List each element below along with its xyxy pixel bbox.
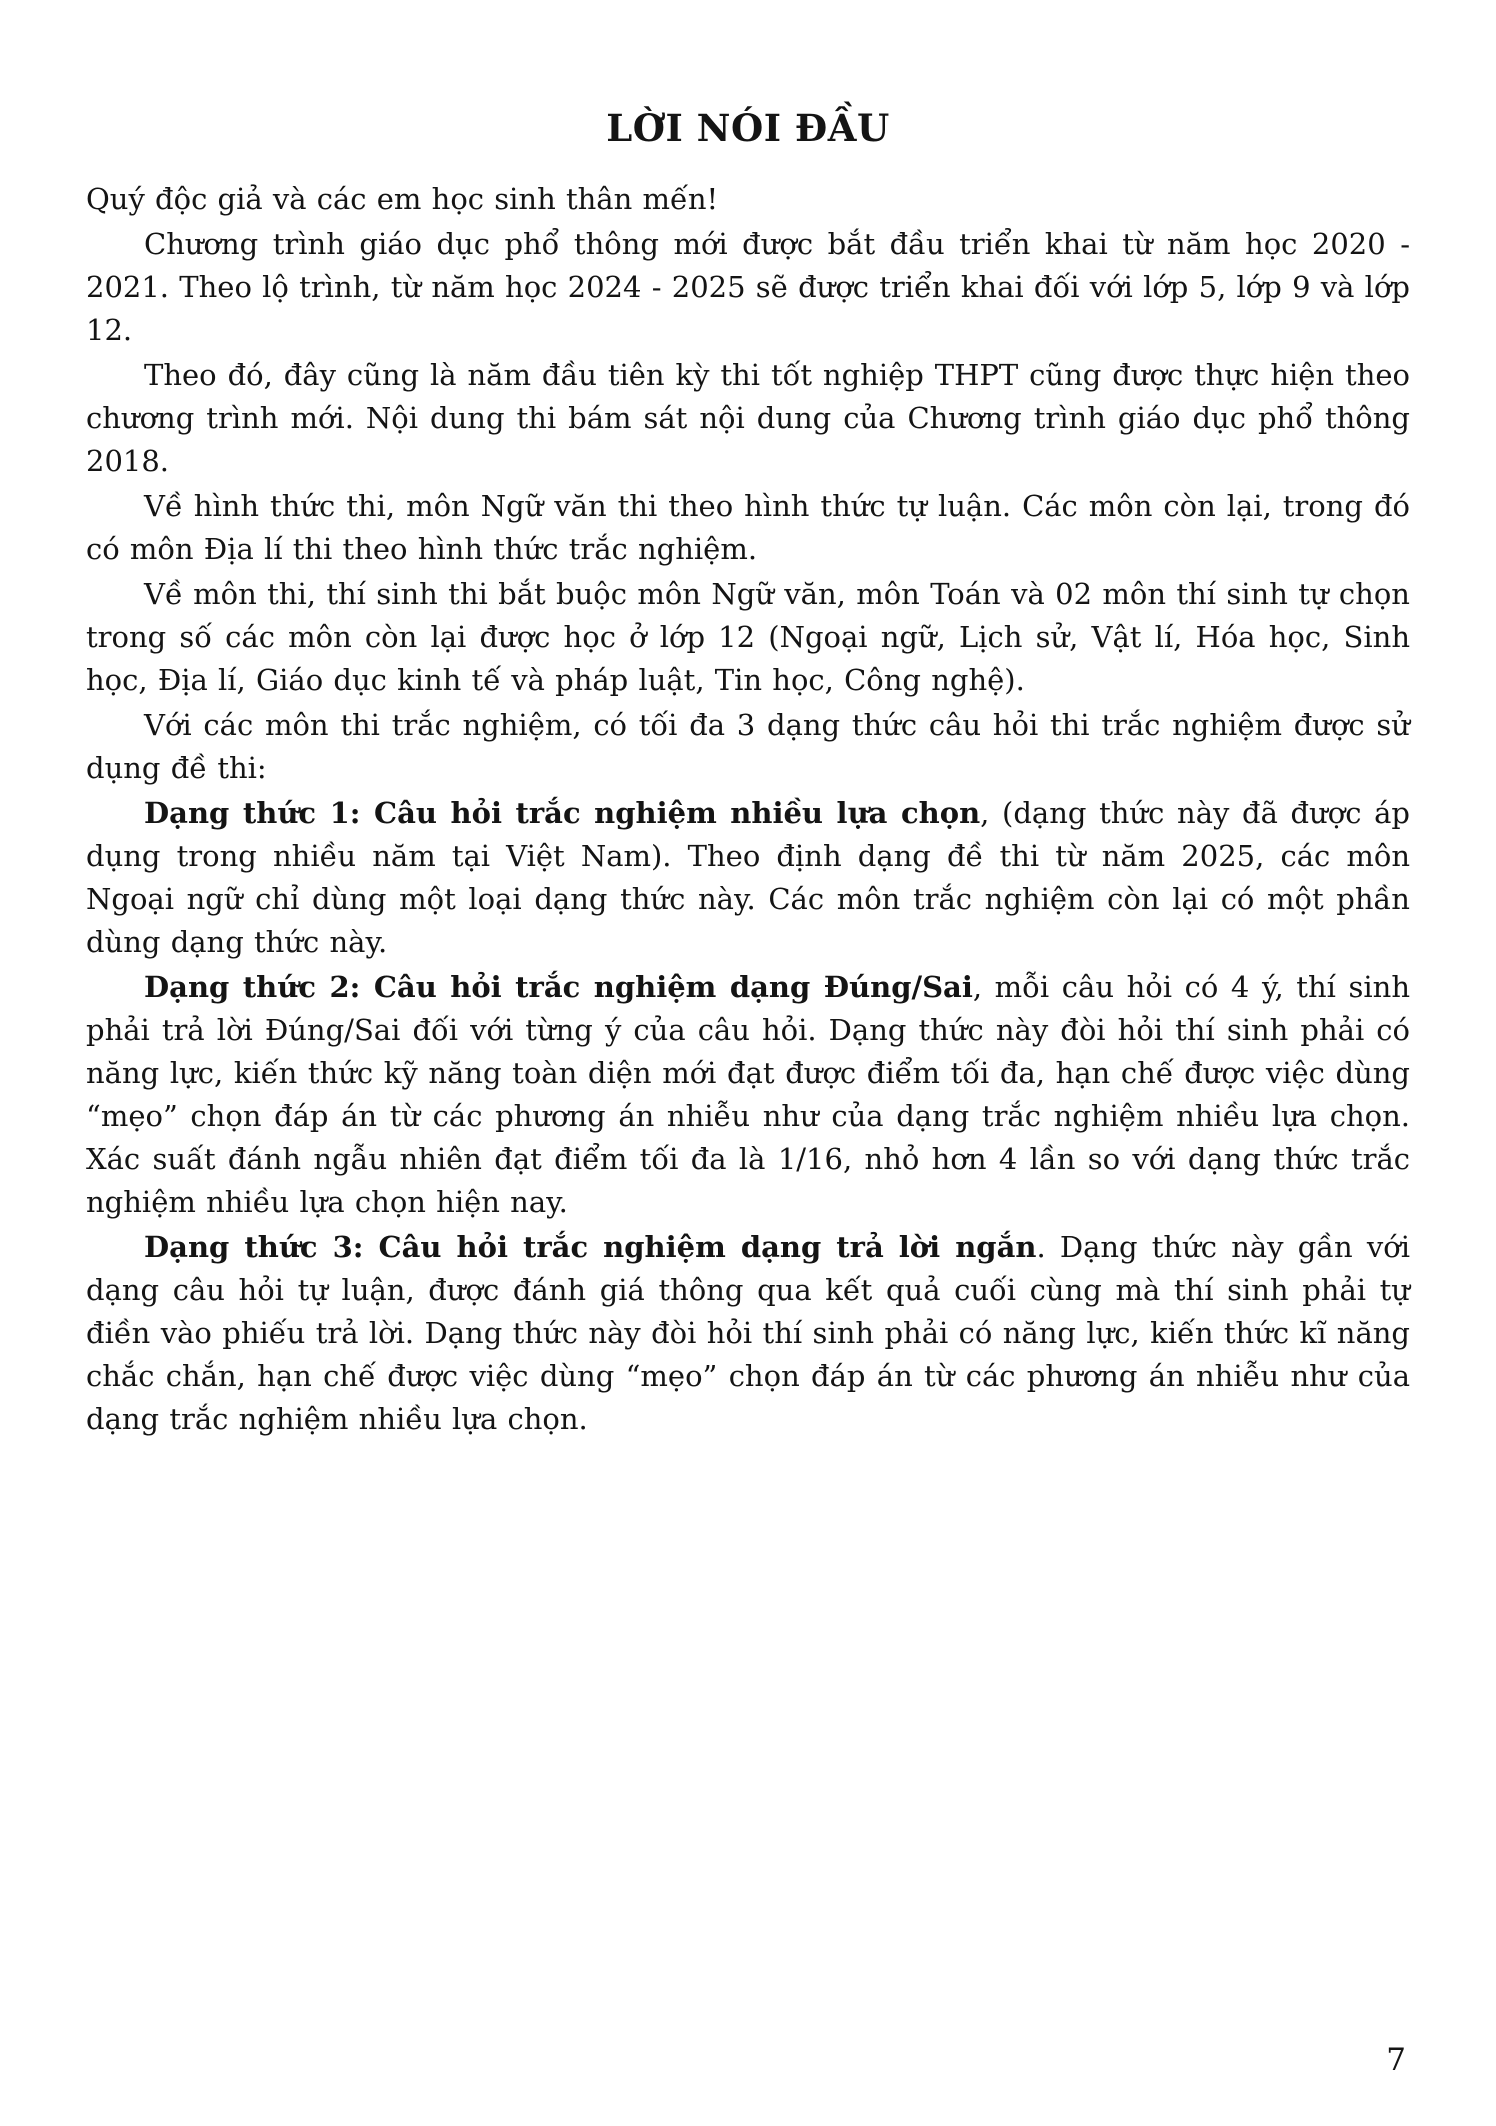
paragraph-text: Theo đó, đây cũng là năm đầu tiên kỳ thi tốt nghiệp THPT cũng được thực hiện theo chương trình mới. Nội dung thi bám sát nội dung của Chương trình giáo dục phổ thông 2018. bbox=[86, 358, 1410, 478]
paragraph-greeting bbox=[86, 178, 1410, 221]
page-title: LỜI NÓI ĐẦU bbox=[606, 106, 890, 150]
paragraph-lead-bold: Dạng thức 2: Câu hỏi trắc nghiệm dạng Đúng/Sai bbox=[144, 970, 973, 1004]
paragraph-text: , (dạng thức này đã được áp dụng trong nhiều năm tại Việt Nam). Theo định dạng đề thi từ năm 2025, các môn Ngoại ngữ chỉ dùng một loại dạng thức này. Các môn trắc nghiệm còn lại có một phần dùng dạng thức này. bbox=[86, 796, 1410, 959]
paragraph-format-3 bbox=[86, 1226, 1410, 1441]
paragraph-format-2 bbox=[86, 966, 1410, 1224]
paragraph bbox=[86, 223, 1410, 352]
paragraph bbox=[86, 704, 1410, 790]
paragraph bbox=[86, 354, 1410, 483]
paragraph-text: Về môn thi, thí sinh thi bắt buộc môn Ngữ văn, môn Toán và 02 môn thí sinh tự chọn trong số các môn còn lại được học ở lớp 12 (Ngoại ngữ, Lịch sử, Vật lí, Hóa học, Sinh học, Địa lí, Giáo dục kinh tế và pháp luật, Tin học, Công nghệ). bbox=[86, 577, 1410, 697]
paragraph-text: Quý độc giả và các em học sinh thân mến! bbox=[86, 182, 719, 216]
paragraph-lead-bold: Dạng thức 3: Câu hỏi trắc nghiệm dạng trả lời ngắn bbox=[144, 1230, 1037, 1264]
paragraph bbox=[86, 573, 1410, 702]
paragraph bbox=[86, 485, 1410, 571]
paragraph-text: . Dạng thức này gần với dạng câu hỏi tự luận, được đánh giá thông qua kết quả cuối cùng mà thí sinh phải tự điền vào phiếu trả lời. Dạng thức này đòi hỏi thí sinh phải có năng lực, kiến thức kĩ năng chắc chắn, hạn chế được việc dùng “mẹo” chọn đáp án từ các phương án nhiễu như của dạng trắc nghiệm nhiều lựa chọn. bbox=[86, 1230, 1410, 1436]
paragraph-text: Chương trình giáo dục phổ thông mới được bắt đầu triển khai từ năm học 2020 - 2021. Theo lộ trình, từ năm học 2024 - 2025 sẽ được triển khai đối với lớp 5, lớp 9 và lớp 12. bbox=[86, 227, 1410, 347]
paragraph-lead-bold: Dạng thức 1: Câu hỏi trắc nghiệm nhiều lựa chọn bbox=[144, 796, 981, 830]
paragraph-text: Về hình thức thi, môn Ngữ văn thi theo hình thức tự luận. Các môn còn lại, trong đó có môn Địa lí thi theo hình thức trắc nghiệm. bbox=[86, 489, 1410, 566]
preface-body bbox=[86, 106, 1410, 1443]
paragraph-text: Với các môn thi trắc nghiệm, có tối đa 3 dạng thức câu hỏi thi trắc nghiệm được sử dụng đề thi: bbox=[86, 708, 1410, 785]
paragraph-text: , mỗi câu hỏi có 4 ý, thí sinh phải trả lời Đúng/Sai đối với từng ý của câu hỏi. Dạng thức này đòi hỏi thí sinh phải có năng lực, kiến thức kỹ năng toàn diện mới đạt được điểm tối đa, hạn chế được việc dùng “mẹo” chọn đáp án từ các phương án nhiễu như của dạng trắc nghiệm nhiều lựa chọn. Xác suất đánh ngẫu nhiên đạt điểm tối đa là 1/16, nhỏ hơn 4 lần so với dạng thức trắc nghiệm nhiều lựa chọn hiện nay. bbox=[86, 970, 1410, 1219]
paragraph-format-1 bbox=[86, 792, 1410, 964]
page-number: 7 bbox=[1386, 2042, 1406, 2078]
